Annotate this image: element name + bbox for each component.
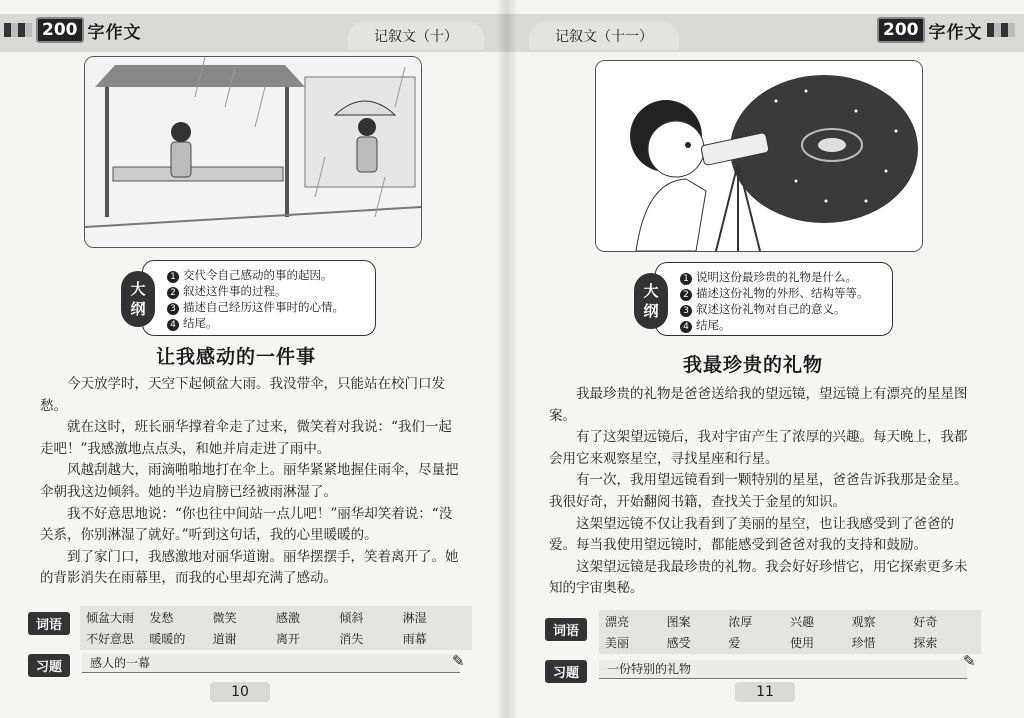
number-badge: 1 (680, 273, 692, 285)
chapter-label: 记叙文（十一） (529, 22, 679, 50)
vocab-grid (599, 610, 981, 654)
vocab-section (28, 606, 468, 650)
number-badge: 3 (167, 303, 179, 315)
brand-logo (877, 17, 1015, 43)
vocab-word: 好奇 (913, 615, 938, 629)
essay-title: 让我感动的一件事 (156, 346, 317, 368)
page-number: 11 (735, 682, 795, 702)
vocab-word: 不好意思 (86, 632, 135, 646)
vocab-word: 雨幕 (402, 632, 427, 646)
number-badge: 4 (680, 321, 692, 333)
essay-paragraph: 风越刮越大，雨滴啪啪地打在伞上。丽华紧紧地握住雨伞，尽量把伞朝我这边倾斜。她的半边肩膀已经被雨淋湿了。 (40, 462, 459, 500)
vocab-word: 美丽 (605, 636, 630, 650)
outline-item (680, 269, 884, 285)
essay-paragraph: 我不好意思地说：“你也往中间站一点儿吧！”丽华却笑着说：“没关系，你别淋湿了就好。”听到这句话，我的心里暖暖的。 (40, 505, 453, 544)
vocab-word: 消失 (339, 632, 364, 646)
vocab-word: 微笑 (212, 611, 237, 625)
outline-item (680, 301, 884, 317)
vocab-word: 感激 (275, 611, 300, 625)
exercise-prompt: 感人的一幕 (82, 654, 460, 673)
vocab-grid (80, 606, 472, 650)
checker-icon (987, 23, 1015, 37)
outline-item (167, 283, 367, 299)
outline-box (643, 262, 893, 336)
brand-logo (4, 17, 142, 43)
vocab-label: 词语 (545, 618, 587, 641)
essay-paragraph: 有一次，我用望远镜看到一颗特别的星星，爸爸告诉我那是金星。我很好奇，开始翻阅书籍，查找关于金星的知识。 (549, 472, 968, 510)
outline-item-text: 交代令自己感动的事的起因。 (183, 268, 333, 282)
outline-item-text: 结尾。 (696, 318, 731, 332)
outline-item-text: 结尾。 (183, 316, 218, 330)
brand-text: 字作文 (87, 22, 142, 43)
essay-title: 我最珍贵的礼物 (683, 354, 824, 376)
vocab-section (545, 610, 985, 654)
outline-item (167, 299, 367, 315)
outline-item-text: 描述自己经历这件事时的心情。 (183, 300, 344, 314)
vocab-word: 倾斜 (339, 611, 364, 625)
essay-paragraph: 到了家门口，我感激地对丽华道谢。丽华摆摆手，笑着离开了。她的背影消失在雨幕里，而我的心里却充满了感动。 (40, 548, 459, 587)
outline-item-text: 叙述这份礼物对自己的意义。 (696, 302, 846, 316)
outline-item-text: 说明这份最珍贵的礼物是什么。 (696, 270, 857, 284)
brand-number: 200 (877, 17, 925, 43)
essay-paragraph: 我最珍贵的礼物是爸爸送给我的望远镜，望远镜上有漂亮的星星图案。 (549, 386, 968, 424)
outline-tag (121, 271, 155, 327)
outline-tag-char: 大 (130, 280, 146, 298)
illustration-rain (84, 56, 422, 248)
outline-item (680, 317, 884, 333)
vocab-word: 漂亮 (605, 615, 630, 629)
outline-list (656, 263, 892, 339)
outline-box (130, 260, 376, 336)
rain-scene-icon (85, 57, 421, 247)
chapter-label: 记叙文（十） (348, 22, 484, 50)
outline-item (680, 285, 884, 301)
vocab-word: 图案 (666, 615, 691, 629)
essay-paragraph: 就在这时，班长丽华撑着伞走了过来，微笑着对我说：“我们一起走吧！”我感激地点点头，和她并肩走进了雨中。 (40, 419, 452, 457)
outline-item-text: 叙述这件事的过程。 (183, 284, 287, 298)
vocab-word: 浓厚 (728, 615, 753, 629)
outline-tag-char: 纲 (130, 300, 146, 318)
vocab-word: 观察 (851, 615, 876, 629)
outline-tag-char: 纲 (643, 302, 659, 320)
vocab-word: 兴趣 (790, 615, 815, 629)
vocab-word: 爱 (728, 636, 741, 650)
number-badge: 2 (680, 289, 692, 301)
exercise-label: 习题 (545, 660, 587, 683)
essay-paragraph: 这架望远镜是我最珍贵的礼物。我会好好珍惜它，用它探索更多未知的宇宙奥秘。 (549, 558, 968, 597)
pencil-icon: ✎ (963, 652, 976, 670)
outline-item (167, 267, 367, 283)
vocab-word: 使用 (790, 636, 815, 650)
page-right (507, 0, 1024, 718)
pencil-icon: ✎ (452, 652, 465, 670)
essay-body (549, 384, 969, 600)
outline-list (143, 261, 375, 337)
exercise-label: 习题 (28, 654, 70, 677)
brand-text: 字作文 (928, 22, 983, 43)
vocab-word: 探索 (913, 636, 938, 650)
number-badge: 3 (680, 305, 692, 317)
vocab-word: 发愁 (149, 611, 174, 625)
brand-number: 200 (36, 17, 84, 43)
telescope-scene-icon (596, 61, 922, 251)
essay-paragraph: 这架望远镜不仅让我看到了美丽的星空，也让我感受到了爸爸的爱。每当我使用望远镜时，都能感受到爸爸对我的支持和鼓励。 (549, 515, 954, 554)
illustration-telescope (595, 60, 923, 252)
vocab-label: 词语 (28, 612, 70, 635)
essay-paragraph: 有了这架望远镜后，我对宇宙产生了浓厚的兴趣。每天晚上，我都会用它来观察星空，寻找星座和行星。 (549, 429, 968, 467)
checker-icon (4, 23, 32, 37)
vocab-word: 离开 (275, 632, 300, 646)
vocab-word: 感受 (666, 636, 691, 650)
outline-tag-char: 大 (643, 282, 659, 300)
number-badge: 1 (167, 271, 179, 283)
number-badge: 2 (167, 287, 179, 299)
exercise-prompt: 一份特别的礼物 (599, 660, 967, 679)
outline-item-text: 描述这份礼物的外形、结构等等。 (696, 286, 869, 300)
essay-body (40, 374, 460, 590)
outline-item (167, 315, 367, 331)
vocab-word: 倾盆大雨 (86, 611, 135, 625)
vocab-word: 淋湿 (402, 611, 427, 625)
page-number: 10 (210, 682, 270, 702)
vocab-word: 珍惜 (851, 636, 876, 650)
essay-paragraph: 今天放学时，天空下起倾盆大雨。我没带伞，只能站在校门口发愁。 (40, 376, 445, 414)
page-left (0, 0, 507, 718)
vocab-word: 暖暖的 (149, 632, 186, 646)
book-gutter (496, 0, 518, 718)
number-badge: 4 (167, 319, 179, 331)
outline-tag (634, 273, 668, 329)
vocab-word: 道谢 (212, 632, 237, 646)
